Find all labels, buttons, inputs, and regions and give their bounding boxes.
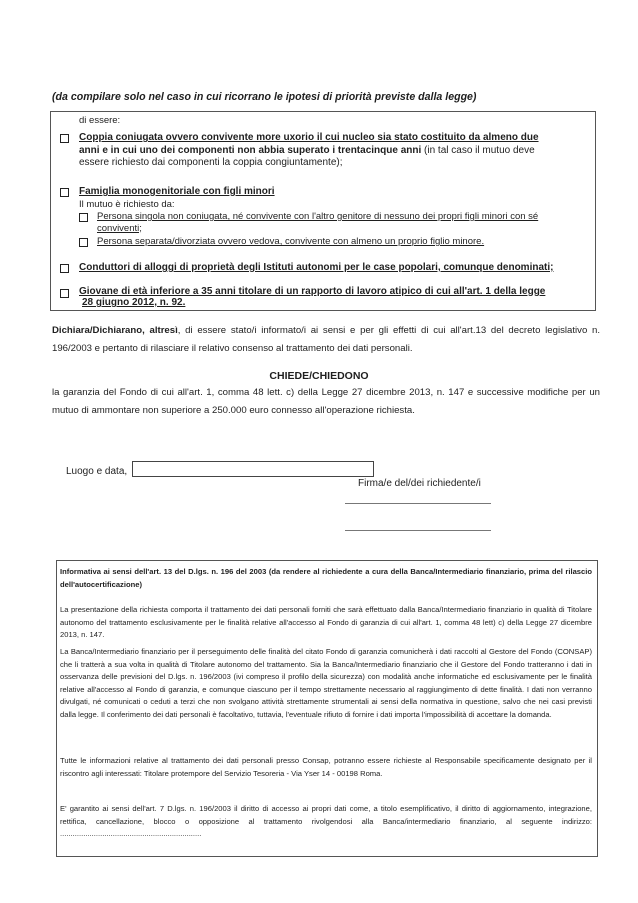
- declaration-bold: Dichiara/Dichiarano, altresì: [52, 325, 178, 336]
- luogo-data-field[interactable]: [132, 461, 374, 477]
- persona-singola-line2: conviventi;: [97, 222, 142, 234]
- option-giovane: [79, 286, 591, 308]
- option-conduttori-text: Conduttori di alloggi di proprietà degli Istituti autonomi per le case popolari, comunque denominati;: [79, 262, 554, 273]
- checkbox-conduttori[interactable]: [60, 264, 69, 273]
- priority-intro: di essere:: [79, 115, 121, 126]
- option-famiglia: [79, 186, 591, 211]
- chiede-title: CHIEDE/CHIEDONO: [269, 370, 369, 382]
- informativa-p2: La Banca/Intermediario finanziario per il perseguimento delle finalità del citato Fondo di garanzia comunicherà i dati raccolti al Gestore del Fondo (CONSAP) che li tratterà a sua volta in qualità di Titolare autonomo del trattamento. Sia la Banca/Intermediario finanziario che il Gestore del Fondo tratteranno i dati in osservanza delle previsioni del D.lgs. n. 196/2003 (ivi compreso il profilo della sicurezza) con modalità anche informatiche ed esclusivamente per le finalità relative all'accesso al Fondo di garanzia, e comunque ciascuno per il tempo strettamente necessario al raggiungimento di dette finalità. I dati non verranno divulgati, né comunicati o ceduti a terzi che non svolgano attività strettamente strumentali ai sensi della normativa in questione, salvo che nei casi previsti dalla legge. Il conferimento dei dati personali è facoltativo, tuttavia, l'eventuale rifiuto di fornire i dati importa l'impossibilità di accettare la domanda.: [60, 647, 592, 719]
- checkbox-famiglia[interactable]: [60, 188, 69, 197]
- checkbox-persona-singola[interactable]: [79, 213, 88, 222]
- option-giovane-line1: Giovane di età inferiore a 35 anni titolare di un rapporto di lavoro atipico di cui all'art. 1 della legge: [79, 286, 546, 297]
- priority-section: [50, 111, 596, 311]
- checkbox-giovane[interactable]: [60, 289, 69, 298]
- signature-line-2[interactable]: [345, 530, 491, 531]
- checkbox-coppia[interactable]: [60, 134, 69, 143]
- option-persona-separata: Persona separata/divorziata ovvero vedova, convivente con almeno un proprio figlio minore.: [97, 236, 485, 247]
- header-note: (da compilare solo nel caso in cui ricorrano le ipotesi di priorità previste dalla legge): [52, 91, 477, 103]
- firma-label: Firma/e del/dei richiedente/i: [358, 478, 481, 489]
- informativa-title: Informativa ai sensi dell'art. 13 del D.lgs. n. 196 del 2003 (da rendere al richiedente a cura della Banca/Intermediario finanziario, prima del rilascio dell'autocertificazione): [60, 567, 592, 589]
- chiede-paragraph: la garanzia del Fondo di cui all'art. 1, comma 48 lett. c) della Legge 27 dicembre 2013, n. 147 e successive modifiche per un mutuo di ammontare non superiore a 250.000 euro connesso all'operazione richiesta.: [52, 387, 600, 416]
- option-conduttori: [79, 262, 591, 275]
- option-famiglia-note: Il mutuo è richiesto da:: [79, 198, 175, 210]
- informativa-p3: Tutte le informazioni relative al trattamento dei dati personali presso Consap, potranno essere richieste al Responsabile specificamente designato per il riscontro agli interessati: Titolare protempore del Servizio Tesoreria - Via Yser 14 - 00198 Roma.: [60, 756, 592, 778]
- declaration-paragraph: [52, 322, 600, 358]
- informativa-p1: La presentazione della richiesta comporta il trattamento dei dati personali forniti che sarà effettuato dalla Banca/Intermediario finanziario in qualità di Titolare autonomo del trattamento esclusivamente per le finalità relative all'accesso al Fondo di garanzia di cui all'art. 1, comma 48 lett) c) della Legge 27 dicembre 2013, n. 147.: [60, 605, 592, 639]
- option-coppia-line2: anni e in cui uno dei componenti non abbia superato i trentacinque anni: [79, 144, 422, 156]
- luogo-data-label: Luogo e data,: [66, 466, 128, 477]
- option-coppia-title: Coppia coniugata ovvero convivente more uxorio il cui nucleo sia stato costituito da almeno due: [79, 132, 539, 143]
- informativa-box: [56, 560, 598, 857]
- option-coppia-line3: essere richiesto dai componenti la coppia congiuntamente);: [79, 157, 343, 168]
- persona-singola-line1: Persona singola non coniugata, né convivente con l'altro genitore di nessuno dei propri figli minori con sé: [97, 211, 539, 222]
- option-persona-singola: [97, 211, 591, 234]
- option-famiglia-title: Famiglia monogenitoriale con figli minori: [79, 186, 275, 197]
- informativa-p4: E' garantito ai sensi dell'art. 7 D.lgs. n. 196/2003 il diritto di accesso ai propri dati come, a titolo esemplificativo, il diritto di aggiornamento, integrazione, rettifica, cancellazione, blocco o opposizione al trattamento rivolgendosi alla Banca/intermediario finanziario, al seguente indirizzo: ...................................................................: [60, 804, 592, 838]
- checkbox-persona-separata[interactable]: [79, 238, 88, 247]
- option-giovane-line2: 28 giugno 2012, n. 92.: [82, 297, 186, 308]
- signature-line-1[interactable]: [345, 503, 491, 504]
- declaration-text: , di essere stato/i informato/i ai sensi e per gli effetti di cui all'art.13 del decreto legislativo n. 196/2003 e pertanto di rilasciare il relativo consenso al trattamento dei dati personali.: [52, 325, 601, 354]
- option-coppia-tail: (in tal caso il mutuo deve: [421, 144, 535, 156]
- option-coppia: [79, 132, 591, 170]
